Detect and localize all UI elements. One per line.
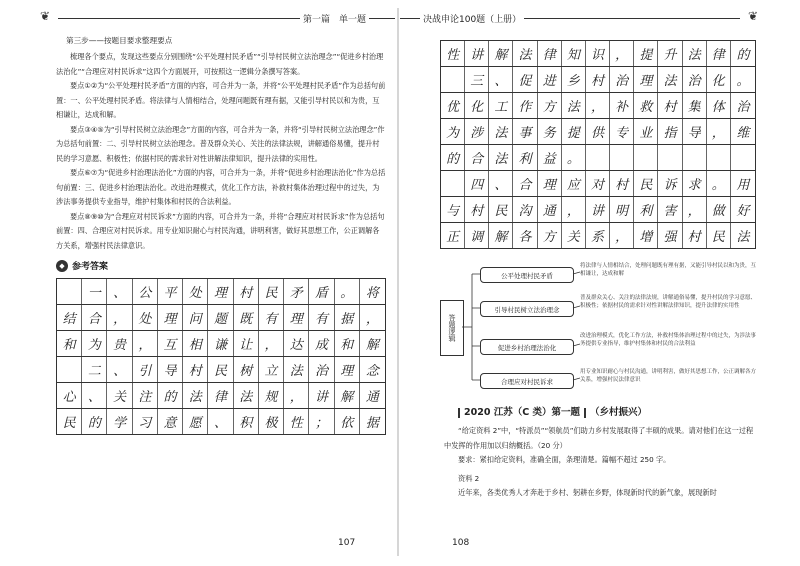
grid-cell: 树	[234, 357, 259, 382]
grid-cell: 通	[538, 197, 562, 222]
grid-cell: 的	[82, 409, 107, 434]
grid-cell: 做	[707, 197, 731, 222]
answer-grid	[56, 278, 386, 435]
grid-cell: 通	[365, 390, 379, 405]
grid-cell: 化	[465, 93, 489, 118]
grid-cell: 供	[586, 119, 610, 144]
mindmap-node: 促进乡村治理法治化	[480, 339, 574, 355]
question-text: “给定资料 2”中，“特派员”“领航员”们助力乡村发展取得了丰硕的成果。请对他们在这一过程中发挥的作用加以归纳概括。（20 分）	[444, 426, 754, 450]
paragraph: 要点③④⑤为“引导村民树立法治理念”方面的内容，可合并为一条，并将“引导村民树立法治理念”作为总括句前置：二、引导村民树立法治理念。普及群众关心、关注的法律法规，讲解通俗易懂，提升村民的学习意愿、积极性；依据村民的需求针对性讲解法律知识，提升法律的实用性。	[56, 124, 385, 163]
grid-cell: 优	[441, 93, 465, 118]
grid-cell: 诉	[658, 171, 682, 196]
grid-cell: 方	[538, 223, 562, 248]
ornament-icon: ❦	[40, 9, 51, 23]
grid-cell: 与	[441, 197, 465, 222]
grid-cell: ，	[610, 41, 634, 66]
grid-cell: 理	[158, 305, 183, 330]
grid-cell	[586, 145, 610, 170]
grid-cell: 沟	[513, 197, 537, 222]
grid-cell	[57, 279, 82, 304]
grid-cell: 有	[309, 305, 334, 330]
grid-cell: ，	[610, 223, 634, 248]
answer-heading	[56, 259, 386, 272]
grid-cell: 相	[183, 331, 208, 356]
grid-cell: 讲	[465, 41, 489, 66]
grid-cell: 盾	[309, 279, 334, 304]
grid-cell: 法	[658, 67, 682, 92]
grid-cell: 律	[707, 41, 731, 66]
grid-cell	[610, 145, 634, 170]
left-page	[56, 30, 386, 435]
grid-cell: ；	[309, 409, 334, 434]
grid-cell: 极	[259, 409, 284, 434]
grid-cell: 理	[335, 357, 360, 382]
grid-cell: 矛	[284, 279, 309, 304]
grid-cell	[441, 67, 465, 92]
grid-cell: 让	[234, 331, 259, 356]
grid-cell: 四	[465, 171, 489, 196]
grid-cell: 二	[82, 357, 107, 382]
grid-cell: 救	[634, 93, 658, 118]
grid-cell: 提	[562, 119, 586, 144]
grid-cell: 业	[634, 119, 658, 144]
grid-cell: 性	[441, 41, 465, 66]
grid-cell: 调	[465, 223, 489, 248]
grid-cell: ，	[683, 197, 707, 222]
grid-cell: 民	[208, 357, 233, 382]
grid-cell: 一	[82, 279, 107, 304]
grid-cell: 为	[441, 119, 465, 144]
grid-cell: 明	[610, 197, 634, 222]
grid-cell: 务	[538, 119, 562, 144]
grid-cell: 村	[586, 67, 610, 92]
grid-cell: 。	[736, 74, 750, 89]
grid-cell: 集	[683, 93, 707, 118]
grid-cell: 念	[365, 364, 379, 379]
grid-cell: 法	[562, 93, 586, 118]
mindmap-desc: 将法律与人情相结合，处理问题既有理有据，又能引导村民以和为贵，互相谦让，达成和解	[580, 263, 757, 277]
grid-cell: 、	[107, 357, 132, 382]
grid-cell: 处	[133, 305, 158, 330]
ornament-icon: ❦	[748, 9, 759, 23]
step-title: 第三步——按题目要求整理要点	[66, 36, 173, 45]
grid-row	[440, 66, 756, 92]
answer-icon: ◆	[56, 260, 68, 272]
mindmap-desc: 用专业知识耐心与村民沟通，讲明利害，做好其思想工作，公正调解各方关系，增强村民法律意识	[580, 369, 757, 383]
paragraph: 要点⑥⑦为“促进乡村治理法治化”方面的内容，可合并为一条，并将“促进乡村治理法治化”作为总括句前置：三、促进乡村治理法治化。改进治理模式，优化工作方法，补救村集体治理过程中的过失，为涉法事务提供专业指导，维护村集体和村民的合法利益。	[56, 168, 386, 206]
grid-cell: 的	[441, 145, 465, 170]
grid-cell: 进	[538, 67, 562, 92]
grid-cell: ，	[586, 93, 610, 118]
grid-cell: 成	[309, 331, 334, 356]
grid-cell: 提	[634, 41, 658, 66]
grid-cell: 公	[133, 279, 158, 304]
grid-cell: 律	[538, 41, 562, 66]
logic-mindmap	[440, 258, 760, 398]
grid-cell: ，	[707, 119, 731, 144]
grid-cell: 据	[365, 416, 379, 431]
material-title: 资料 2	[458, 473, 480, 483]
section-tag: （乡村振兴）	[590, 407, 648, 418]
grid-cell: 据	[335, 305, 360, 330]
mindmap-node: 公平处理村民矛盾	[480, 267, 574, 283]
grid-cell: 村	[658, 93, 682, 118]
grid-cell: 指	[658, 119, 682, 144]
title-bar	[584, 408, 586, 418]
grid-cell: 。	[707, 171, 731, 196]
page-number-right: 108	[452, 538, 470, 548]
grid-cell: 对	[586, 171, 610, 196]
grid-cell: 乡	[562, 67, 586, 92]
grid-cell: 法	[234, 383, 259, 408]
grid-row	[440, 222, 756, 249]
grid-cell: 强	[658, 223, 682, 248]
grid-cell: 合	[513, 171, 537, 196]
grid-cell	[707, 145, 731, 170]
grid-cell: 法	[489, 119, 513, 144]
grid-cell: ，	[284, 383, 309, 408]
grid-cell: 体	[707, 93, 731, 118]
grid-cell: 律	[208, 383, 233, 408]
grid-cell: 性	[284, 409, 309, 434]
mindmap-desc: 普及群众关心、关注的法律法规，讲解通俗易懂，提升村民的学习意愿、积极性；依据村民的需求针对性讲解法律知识，提升法律的实用性	[580, 295, 757, 309]
grid-cell: 法	[183, 383, 208, 408]
grid-cell: 习	[133, 409, 158, 434]
grid-cell: 注	[133, 383, 158, 408]
grid-cell: 讲	[586, 197, 610, 222]
grid-cell: 互	[158, 331, 183, 356]
grid-cell: 法	[736, 230, 750, 245]
grid-cell: 解	[489, 41, 513, 66]
grid-cell: 关	[562, 223, 586, 248]
grid-row	[56, 278, 386, 304]
header-right-title: 决战申论100题（上册）	[420, 12, 524, 25]
grid-cell: 学	[107, 409, 132, 434]
grid-row	[440, 40, 756, 66]
grid-cell: 、	[107, 279, 132, 304]
grid-cell: 补	[610, 93, 634, 118]
mindmap-node: 合理应对村民诉求	[480, 373, 574, 389]
grid-cell: 利	[634, 197, 658, 222]
grid-cell: 规	[259, 383, 284, 408]
grid-cell: 愿	[183, 409, 208, 434]
grid-cell: 治	[309, 357, 334, 382]
grid-cell: 民	[634, 171, 658, 196]
grid-cell: 、	[208, 409, 233, 434]
page-number-left: 107	[338, 538, 356, 548]
grid-cell: 问	[183, 305, 208, 330]
grid-row	[56, 330, 386, 356]
grid-cell: ，	[562, 197, 586, 222]
answer-grid	[440, 40, 756, 249]
grid-cell: 意	[158, 409, 183, 434]
grid-cell: 方	[538, 93, 562, 118]
grid-cell: 维	[736, 126, 750, 141]
grid-cell: 法	[513, 41, 537, 66]
grid-cell: 解	[365, 338, 379, 353]
grid-cell: 和	[335, 331, 360, 356]
grid-cell: 讲	[309, 383, 334, 408]
grid-cell: 积	[234, 409, 259, 434]
question-block	[444, 424, 756, 501]
grid-cell: 法	[489, 145, 513, 170]
grid-cell: 导	[158, 357, 183, 382]
paragraph: 梳理各个要点，发现这些要点分别围绕“公平处理村民矛盾”“引导村民树立法治理念”“促进乡村治理法治化”“合理应对村民诉求”这四个方面展开，可按照这一逻辑分条撰写答案。	[56, 52, 384, 76]
grid-row	[56, 304, 386, 330]
grid-cell: 。	[562, 145, 586, 170]
grid-cell: 治	[610, 67, 634, 92]
grid-cell: 导	[683, 119, 707, 144]
grid-cell: 和	[57, 331, 82, 356]
grid-cell: 三	[465, 67, 489, 92]
grid-cell: 结	[57, 305, 82, 330]
grid-cell: 治	[736, 100, 750, 115]
grid-cell: 事	[513, 119, 537, 144]
grid-cell: 理	[634, 67, 658, 92]
grid-cell: 既	[234, 305, 259, 330]
grid-cell: 合	[465, 145, 489, 170]
mindmap-root: 答题逻辑	[440, 300, 464, 356]
mindmap-node: 引导村民树立法治理念	[480, 301, 574, 317]
grid-cell: 利	[513, 145, 537, 170]
grid-cell: 用	[736, 178, 750, 193]
grid-cell: 益	[538, 145, 562, 170]
grid-cell: 法	[284, 357, 309, 382]
grid-cell: ，	[133, 331, 158, 356]
grid-cell: 涉	[465, 119, 489, 144]
grid-cell: 应	[562, 171, 586, 196]
grid-row	[440, 92, 756, 118]
material-text: 近年来，各类优秀人才奔赴于乡村、躬耕在乡野，体现新时代的新气象，展现新时	[458, 488, 717, 497]
grid-cell: 有	[259, 305, 284, 330]
grid-cell	[57, 357, 82, 382]
answer-title: 参考答案	[72, 262, 109, 272]
grid-cell	[731, 145, 755, 170]
grid-cell: 题	[208, 305, 233, 330]
grid-cell: 处	[183, 279, 208, 304]
title-bar	[458, 408, 460, 418]
grid-cell: 引	[133, 357, 158, 382]
grid-cell: 贵	[107, 331, 132, 356]
grid-cell: 化	[707, 67, 731, 92]
grid-cell: 为	[82, 331, 107, 356]
grid-cell: 促	[513, 67, 537, 92]
grid-cell: 治	[683, 67, 707, 92]
grid-cell: 达	[284, 331, 309, 356]
grid-cell: 理	[538, 171, 562, 196]
grid-cell: ，	[259, 331, 284, 356]
grid-cell: 好	[736, 204, 750, 219]
grid-cell: 知	[562, 41, 586, 66]
grid-cell: 专	[610, 119, 634, 144]
grid-cell: 识	[586, 41, 610, 66]
grid-cell	[634, 145, 658, 170]
grid-cell: 、	[489, 171, 513, 196]
section-title	[454, 404, 647, 418]
paragraph: 要点⑧⑨⑩为“合理应对村民诉求”方面的内容，可合并为一条，并将“合理应对村民诉求”作为总括句前置：四、合理应对村民诉求。用专业知识耐心与村民沟通，讲明利害，做好其思想工作，公正调解各方关系，增强村民法律意识。	[56, 211, 385, 250]
grid-cell: 村	[465, 197, 489, 222]
grid-cell: 的	[158, 383, 183, 408]
grid-cell: 立	[259, 357, 284, 382]
grid-row	[56, 408, 386, 435]
grid-cell: 心	[57, 383, 82, 408]
grid-cell: 害	[658, 197, 682, 222]
grid-row	[56, 382, 386, 408]
grid-cell: 谦	[208, 331, 233, 356]
grid-row	[440, 196, 756, 222]
paragraph: 要点①②为“公平处理村民矛盾”方面的内容，可合并为一条，并将“公平处理村民矛盾”作为总括句前置：一、公平处理村民矛盾。将法律与人情相结合，处理问题既有理有据，又能引导村民以和为贵，互相谦让，达成和解。	[56, 81, 386, 119]
grid-cell: 解	[489, 223, 513, 248]
grid-cell: 村	[610, 171, 634, 196]
right-page	[440, 34, 756, 249]
grid-cell: 民	[489, 197, 513, 222]
grid-cell: 工	[489, 93, 513, 118]
grid-cell: 依	[335, 409, 360, 434]
grid-cell: 各	[513, 223, 537, 248]
grid-cell: 系	[586, 223, 610, 248]
grid-cell: ，	[365, 312, 379, 327]
grid-cell	[658, 145, 682, 170]
grid-cell: 民	[259, 279, 284, 304]
requirement-text: 要求：紧扣给定资料，准确全面，条理清楚。篇幅不超过 250 字。	[458, 455, 671, 464]
grid-cell: 、	[489, 67, 513, 92]
grid-cell: 民	[57, 409, 82, 434]
grid-cell: 合	[82, 305, 107, 330]
grid-cell: 法	[683, 41, 707, 66]
grid-cell: 民	[707, 223, 731, 248]
grid-row	[440, 170, 756, 196]
grid-cell	[441, 171, 465, 196]
grid-cell: 平	[158, 279, 183, 304]
grid-cell: 将	[365, 286, 379, 301]
grid-row	[440, 144, 756, 170]
mindmap-desc: 改进治理模式，优化工作方法，补救村集体治理过程中的过失，为涉法事务提供专业指导，维护村集体和村民的合法利益	[580, 333, 757, 347]
grid-row	[56, 356, 386, 382]
grid-cell: 的	[736, 48, 750, 63]
grid-cell: 升	[658, 41, 682, 66]
grid-cell: 、	[82, 383, 107, 408]
section-title-text: 2020 江苏（C 类）第一题	[464, 407, 581, 418]
grid-cell: 理	[284, 305, 309, 330]
grid-cell: 增	[634, 223, 658, 248]
grid-cell	[683, 145, 707, 170]
grid-cell: 作	[513, 93, 537, 118]
grid-row	[440, 118, 756, 144]
grid-cell: 村	[183, 357, 208, 382]
grid-cell: 正	[441, 223, 465, 248]
grid-cell: 村	[234, 279, 259, 304]
grid-cell: 关	[107, 383, 132, 408]
grid-cell: 村	[683, 223, 707, 248]
book-gutter	[397, 8, 399, 556]
grid-cell: 理	[208, 279, 233, 304]
grid-cell: 。	[335, 279, 360, 304]
grid-cell: 求	[683, 171, 707, 196]
header-left-title: 第一篇 单一题	[300, 12, 369, 25]
grid-cell: 解	[335, 383, 360, 408]
grid-cell: ，	[107, 305, 132, 330]
